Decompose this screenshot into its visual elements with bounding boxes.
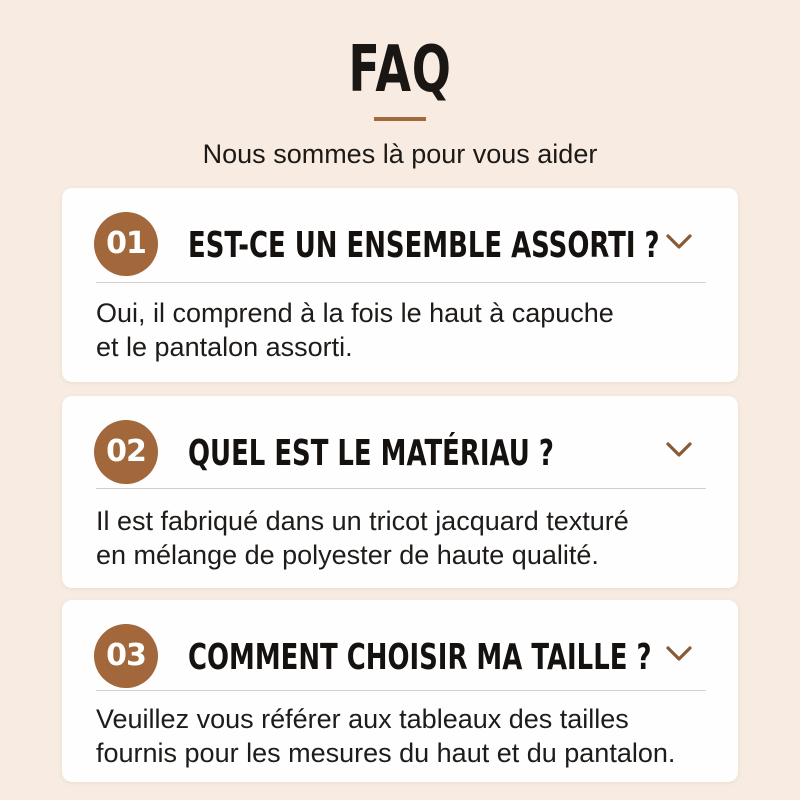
chevron-down-icon[interactable] [664,226,694,256]
faq-answer-2 [96,504,726,572]
chevron-down-icon[interactable] [664,434,694,464]
faq-item-1 [62,188,738,382]
faq-divider [96,488,706,489]
faq-number-badge: 02 [94,420,158,484]
faq-question-2[interactable]: QUEL EST LE MATÉRIAU ? [188,433,554,474]
faq-number-badge: 01 [94,212,158,276]
faq-answer-line: Oui, il comprend à la fois le haut à capuche [96,298,614,328]
faq-answer-1 [96,296,726,364]
faq-answer-3 [96,702,726,770]
page-subtitle: Nous sommes là pour vous aider [202,139,598,169]
page-title: FAQ [348,33,452,107]
faq-answer-line: en mélange de polyester de haute qualité. [96,540,599,570]
faq-answer-line: Veuillez vous référer aux tableaux des tailles [96,704,629,734]
faq-item-3 [62,600,738,782]
faq-answer-line: fournis pour les mesures du haut et du pantalon. [96,738,676,768]
chevron-down-icon[interactable] [664,638,694,668]
faq-number-badge: 03 [94,624,158,688]
title-underline [374,117,426,121]
faq-item-2 [62,396,738,588]
faq-divider [96,690,706,691]
faq-answer-line: Il est fabriqué dans un tricot jacquard texturé [96,506,629,536]
faq-question-1[interactable]: EST-CE UN ENSEMBLE ASSORTI ? [188,225,660,266]
faq-question-3[interactable]: COMMENT CHOISIR MA TAILLE ? [188,637,652,678]
faq-answer-line: et le pantalon assorti. [96,332,353,362]
faq-divider [96,282,706,283]
